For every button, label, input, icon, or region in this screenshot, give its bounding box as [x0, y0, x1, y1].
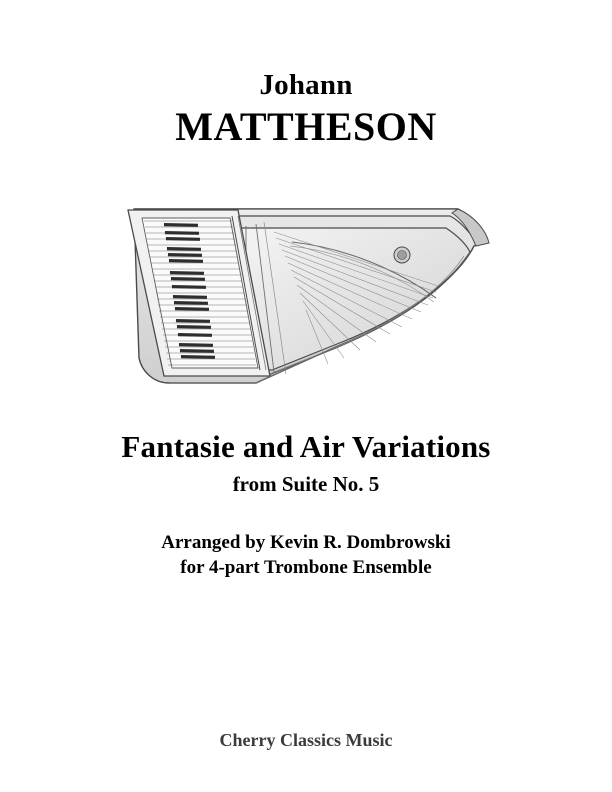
arranger-block	[0, 530, 612, 580]
arranger-credit: Arranged by Kevin R. Dombrowski	[161, 532, 451, 553]
ensemble-credit: for 4-part Trombone Ensemble	[180, 557, 432, 578]
page-subtitle: from Suite No. 5	[232, 472, 380, 496]
publisher-name: Cherry Classics Music	[219, 730, 393, 750]
composer-first-name: Johann	[259, 69, 353, 101]
composer-last-name: MATTHESON	[175, 104, 437, 149]
page-title: Fantasie and Air Variations	[121, 429, 491, 464]
harpsichord-illustration	[106, 186, 506, 391]
title-block	[0, 428, 612, 498]
composer-block	[0, 68, 612, 150]
